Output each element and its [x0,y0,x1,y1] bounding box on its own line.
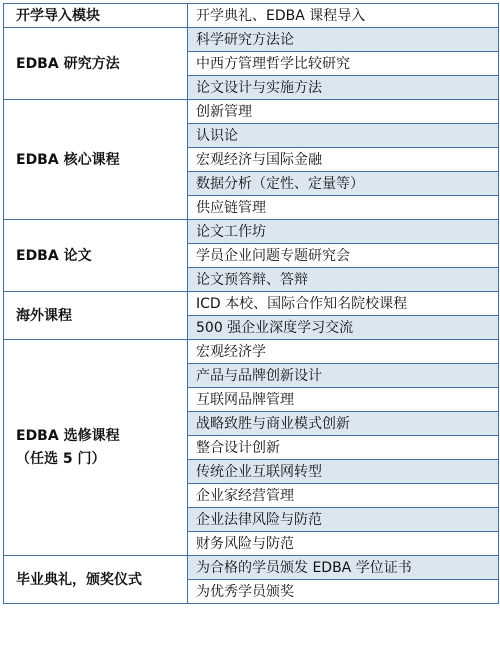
course-item: 学员企业问题专题研究会 [188,244,499,268]
module-title: EDBA 选修课程 [16,428,120,444]
table-row [4,4,499,28]
module-title-cell [4,556,188,604]
course-item: 为合格的学员颁发 EDBA 学位证书 [188,556,499,580]
module-title: EDBA 研究方法 [16,55,120,72]
module-title-cell [4,100,188,220]
module-title-cell [4,4,188,28]
module-title: 毕业典礼，颁奖仪式 [16,571,142,588]
curriculum-table-wrapper [3,3,499,604]
module-title: EDBA 论文 [16,247,92,264]
module-title-cell [4,220,188,292]
module-title: 开学导入模块 [16,7,100,24]
curriculum-table-body [4,4,499,604]
curriculum-table [3,3,499,604]
table-row [4,28,499,52]
module-title: EDBA 核心课程 [16,151,120,168]
course-item: 供应链管理 [188,196,499,220]
course-item: 论文预答辩、答辩 [188,268,499,292]
table-row [4,292,499,316]
course-item: 认识论 [188,124,499,148]
course-item: 传统企业互联网转型 [188,460,499,484]
course-item: 企业法律风险与防范 [188,508,499,532]
course-item: 为优秀学员颁奖 [188,580,499,604]
module-title: （任选 5 门） [16,451,106,467]
course-item: 创新管理 [188,100,499,124]
module-title-cell [4,292,188,340]
table-row [4,340,499,364]
module-title: 海外课程 [16,307,72,324]
course-item: 战略致胜与商业模式创新 [188,412,499,436]
course-item: 论文设计与实施方法 [188,76,499,100]
table-row [4,556,499,580]
module-title-cell [4,28,188,100]
course-item: 宏观经济学 [188,340,499,364]
course-item: 财务风险与防范 [188,532,499,556]
course-item: 整合设计创新 [188,436,499,460]
table-row [4,220,499,244]
course-item: 论文工作坊 [188,220,499,244]
course-item: 数据分析（定性、定量等） [188,172,499,196]
course-item: 开学典礼、EDBA 课程导入 [188,4,499,28]
course-item: 中西方管理哲学比较研究 [188,52,499,76]
course-item: 产品与品牌创新设计 [188,364,499,388]
course-item: 企业家经营管理 [188,484,499,508]
course-item: ICD 本校、国际合作知名院校课程 [188,292,499,316]
table-row [4,100,499,124]
course-item: 科学研究方法论 [188,28,499,52]
module-title-cell [4,340,188,556]
course-item: 宏观经济与国际金融 [188,148,499,172]
course-item: 500 强企业深度学习交流 [188,316,499,340]
course-item: 互联网品牌管理 [188,388,499,412]
